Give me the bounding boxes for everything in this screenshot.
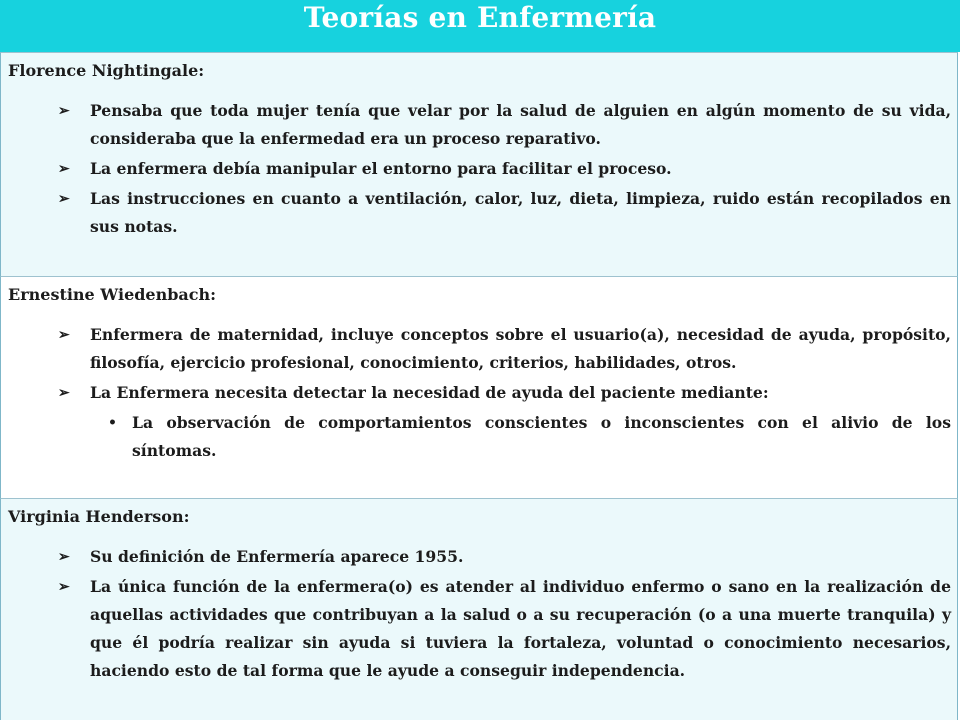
list-item <box>8 543 951 571</box>
arrow-bullet-icon: ➢ <box>58 103 70 119</box>
sub-list-item <box>8 409 951 465</box>
arrow-bullet-icon: ➢ <box>58 161 70 177</box>
arrow-bullet-icon: ➢ <box>58 385 70 401</box>
sub-list-item-text: La observación de comportamientos conscientes o inconscientes con el alivio de los síntomas. <box>132 413 951 460</box>
page-title: Teorías en Enfermería <box>303 0 657 34</box>
bullet-list <box>8 97 951 241</box>
arrow-bullet-icon: ➢ <box>58 549 70 565</box>
bullet-list <box>8 543 951 685</box>
section-florence-nightingale <box>0 52 958 276</box>
section-ernestine-wiedenbach <box>0 276 958 498</box>
list-item <box>8 379 951 407</box>
list-item-text: Las instrucciones en cuanto a ventilación, calor, luz, dieta, limpieza, ruido están recopilados en sus notas. <box>90 189 951 236</box>
arrow-bullet-icon: ➢ <box>58 191 70 207</box>
bullet-list <box>8 321 951 465</box>
list-item <box>8 155 951 183</box>
section-virginia-henderson <box>0 498 958 720</box>
section-title: Ernestine Wiedenbach: <box>8 285 217 304</box>
arrow-bullet-icon: ➢ <box>58 327 70 343</box>
list-item-text: La enfermera debía manipular el entorno para facilitar el proceso. <box>90 159 672 178</box>
title-bar <box>0 0 960 52</box>
section-title: Florence Nightingale: <box>8 61 205 80</box>
list-item-text: Pensaba que toda mujer tenía que velar por la salud de alguien en algún momento de su vida, consideraba que la enfermedad era un proceso reparativo. <box>90 101 951 148</box>
list-item <box>8 185 951 241</box>
list-item-text: Enfermera de maternidad, incluye conceptos sobre el usuario(a), necesidad de ayuda, propósito, filosofía, ejercicio profesional, conocimiento, criterios, habilidades, otros. <box>90 325 951 372</box>
list-item-text: La única función de la enfermera(o) es atender al individuo enfermo o sano en la realización de aquellas actividades que contribuyan a la salud o a su recuperación (o a una muerte tranquila) y que él podría realizar sin ayuda si tuviera la fortaleza, voluntad o conocimiento necesarios, haciendo esto de tal forma que le ayude a conseguir independencia. <box>90 577 951 680</box>
list-item-text: Su definición de Enfermería aparece 1955. <box>90 547 464 566</box>
list-item-text: La Enfermera necesita detectar la necesidad de ayuda del paciente mediante: <box>90 383 769 402</box>
dot-bullet-icon: • <box>108 415 117 431</box>
section-title: Virginia Henderson: <box>8 507 190 526</box>
list-item <box>8 321 951 377</box>
arrow-bullet-icon: ➢ <box>58 579 70 595</box>
list-item <box>8 573 951 685</box>
list-item <box>8 97 951 153</box>
